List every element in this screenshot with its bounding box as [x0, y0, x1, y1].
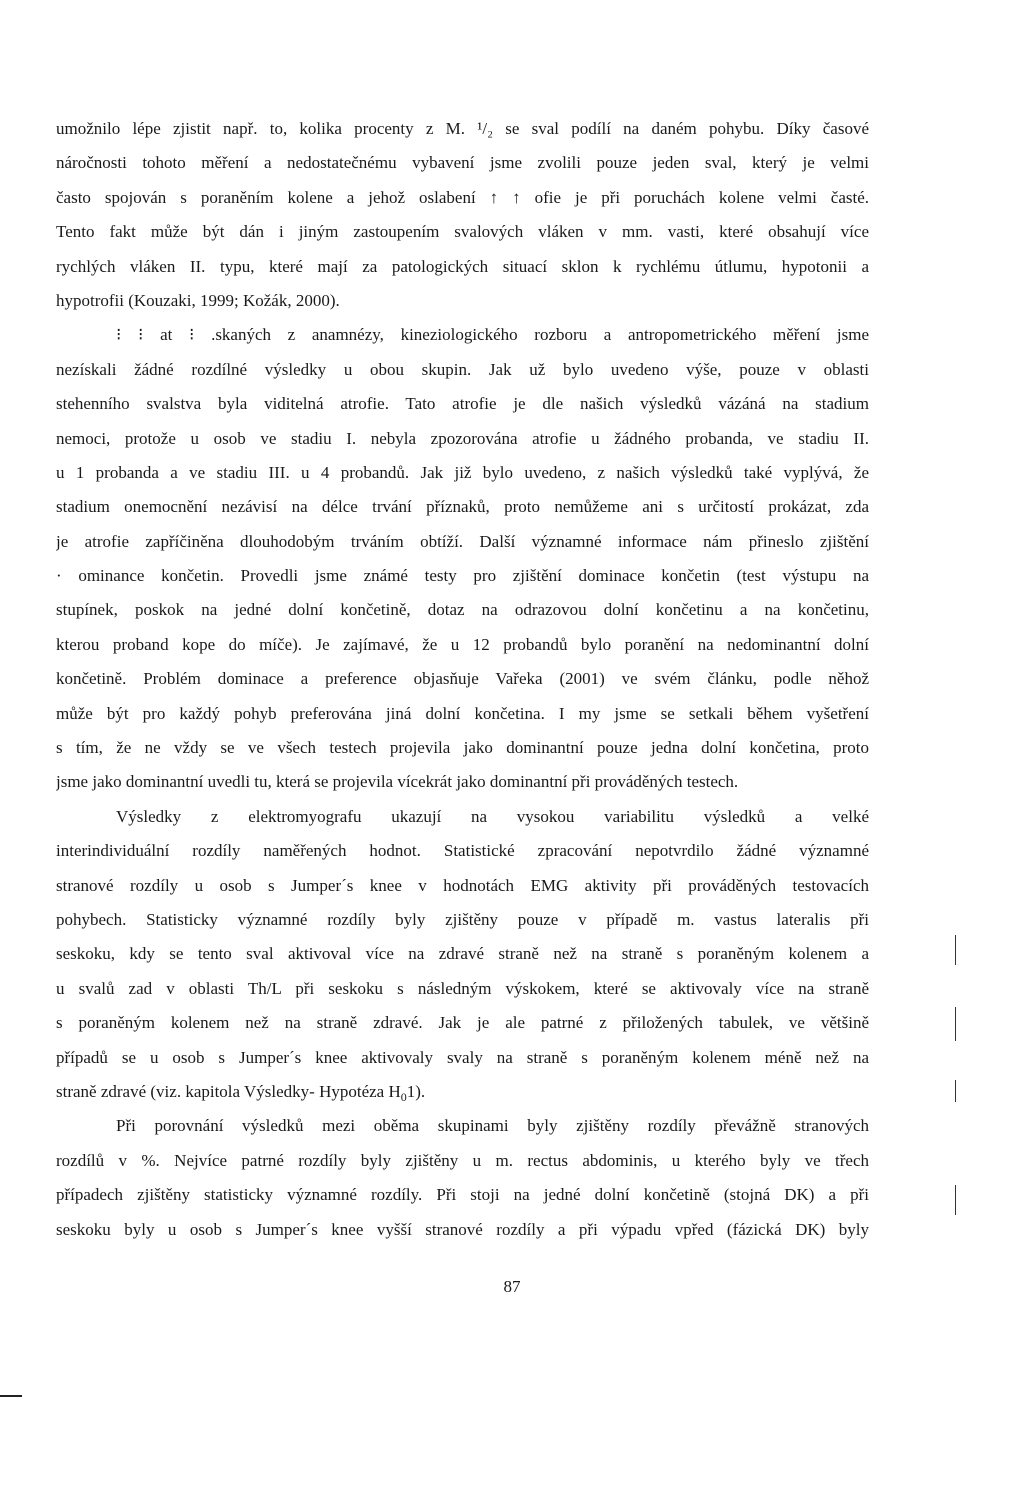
text-line: stehenního svalstva byla viditelná atrofie. Tato atrofie je dle našich výsledků vázáná na stadium — [56, 394, 869, 414]
text-line: často spojován s poraněním kolene a jehož oslabení ↑ ↑ ofie je při poruchách kolene velmi časté. — [56, 187, 869, 207]
text-line: seskoku, kdy se tento sval aktivoval více na zdravé straně než na straně s poraněným kolenem a — [56, 944, 869, 964]
text-line: nemoci, protože u osob ve stadiu I. nebyla zpozorována atrofie u žádného probanda, ve stadiu II. — [56, 428, 869, 448]
scan-edge-marks — [955, 935, 961, 1495]
text-line: stadium onemocnění nezávisí na délce trvání příznaků, proto nemůžeme ani s určitostí prokázat, zda — [56, 497, 869, 517]
text-line: ⁝ ⁝ at ⁝ .skaných z anamnézy, kineziologického rozboru a antropometrického měření jsme — [116, 325, 869, 345]
text-line: s tím, že ne vždy se ve všech testech projevila jako dominantní pouze jedna dolní končetina, proto — [56, 738, 869, 758]
text-line: nezískali žádné rozdílné výsledky u obou skupin. Jak už bylo uvedeno výše, pouze v oblasti — [56, 359, 869, 379]
body-text — [56, 112, 869, 1247]
text-line: náročnosti tohoto měření a nedostatečnému vybavení jsme zvolili pouze jeden sval, který je velmi — [56, 153, 869, 173]
text-line: stranové rozdíly u osob s Jumper´s knee v hodnotách EMG aktivity při prováděných testovacích — [56, 875, 869, 895]
text-line: je atrofie zapříčiněna dlouhodobým trváním obtíží. Další významné informace nám přineslo zjištění — [56, 531, 869, 551]
text-line: rozdílů v %. Nejvíce patrné rozdíly byly zjištěny u m. rectus abdominis, u kterého byly ve třech — [56, 1150, 869, 1170]
text-line: může být pro každý pohyb preferována jiná dolní končetina. I my jsme se setkali během vyšetření — [56, 703, 869, 723]
text-line: Výsledky z elektromyografu ukazují na vysokou variabilitu výsledků a velké — [116, 806, 869, 826]
text-line: u 1 probanda a ve stadiu III. u 4 probandů. Jak již bylo uvedeno, z našich výsledků také vyplývá, že — [56, 462, 869, 482]
text-line: rychlých vláken II. typu, které mají za patologických situací sklon k rychlému útlumu, hypotonii a — [56, 256, 869, 276]
text-line: interindividuální rozdíly naměřených hodnot. Statistické zpracování nepotvrdilo žádné významné — [56, 841, 869, 861]
text-line: případů se u osob s Jumper´s knee aktivovaly svaly na straně s poraněným kolenem méně než na — [56, 1047, 869, 1067]
text-line: Tento fakt může být dán i jiným zastoupením svalových vláken v mm. vasti, které obsahují více — [56, 222, 869, 242]
text-line: u svalů zad v oblasti Th/L při seskoku s následným výskokem, které se aktivovaly více na straně — [56, 978, 869, 998]
text-line: stupínek, poskok na jedné dolní končetině, dotaz na odrazovou dolní končetinu a na končetinu, — [56, 600, 869, 620]
text-line: straně zdravé (viz. kapitola Výsledky- Hypotéza H — [56, 1081, 401, 1101]
text-line: jsme jako dominantní uvedli tu, která se projevila vícekrát jako dominantní při prováděných testech. — [56, 772, 739, 792]
text-line: Při porovnání výsledků mezi oběma skupinami byly zjištěny rozdíly převážně stranových — [116, 1116, 869, 1136]
hypothesis-subscript: 0 — [400, 1089, 407, 1104]
text-line: umožnilo lépe zjistit např. to, kolika procenty z M. ¹/₂ se sval podílí na daném pohybu. Díky časové — [56, 119, 869, 138]
text-line: pohybech. Statisticky významné rozdíly byly zjištěny pouze v případě m. vastus lateralis při — [56, 909, 869, 929]
text-line: končetině. Problém dominace a preference objasňuje Vařeka (2001) ve svém článku, podle něhož — [56, 669, 869, 689]
hypothesis-line — [56, 1075, 869, 1109]
text-line: hypotrofii (Kouzaki, 1999; Kožák, 2000). — [56, 290, 340, 310]
text-line: · ominance končetin. Provedli jsme známé testy pro zjištění dominace končetin (test výstupu na — [56, 566, 869, 586]
page-number: 87 — [503, 1277, 521, 1296]
text-line: případech zjištěny statisticky významné rozdíly. Při stoji na jedné dolní končetině (stojná DK) a při — [56, 1185, 869, 1205]
text-line: s poraněným kolenem než na straně zdravé. Jak je ale patrné z přiložených tabulek, ve většině — [56, 1013, 869, 1033]
scan-corner-mark — [0, 1395, 22, 1397]
hypothesis-suffix: 1). — [406, 1081, 426, 1101]
text-line: seskoku byly u osob s Jumper´s knee vyšší stranové rozdíly a při výpadu vpřed (fázická DK) byly — [56, 1219, 869, 1239]
text-line: kterou proband kope do míče). Je zajímavé, že u 12 probandů bylo poranění na nedominantní dolní — [56, 634, 869, 654]
